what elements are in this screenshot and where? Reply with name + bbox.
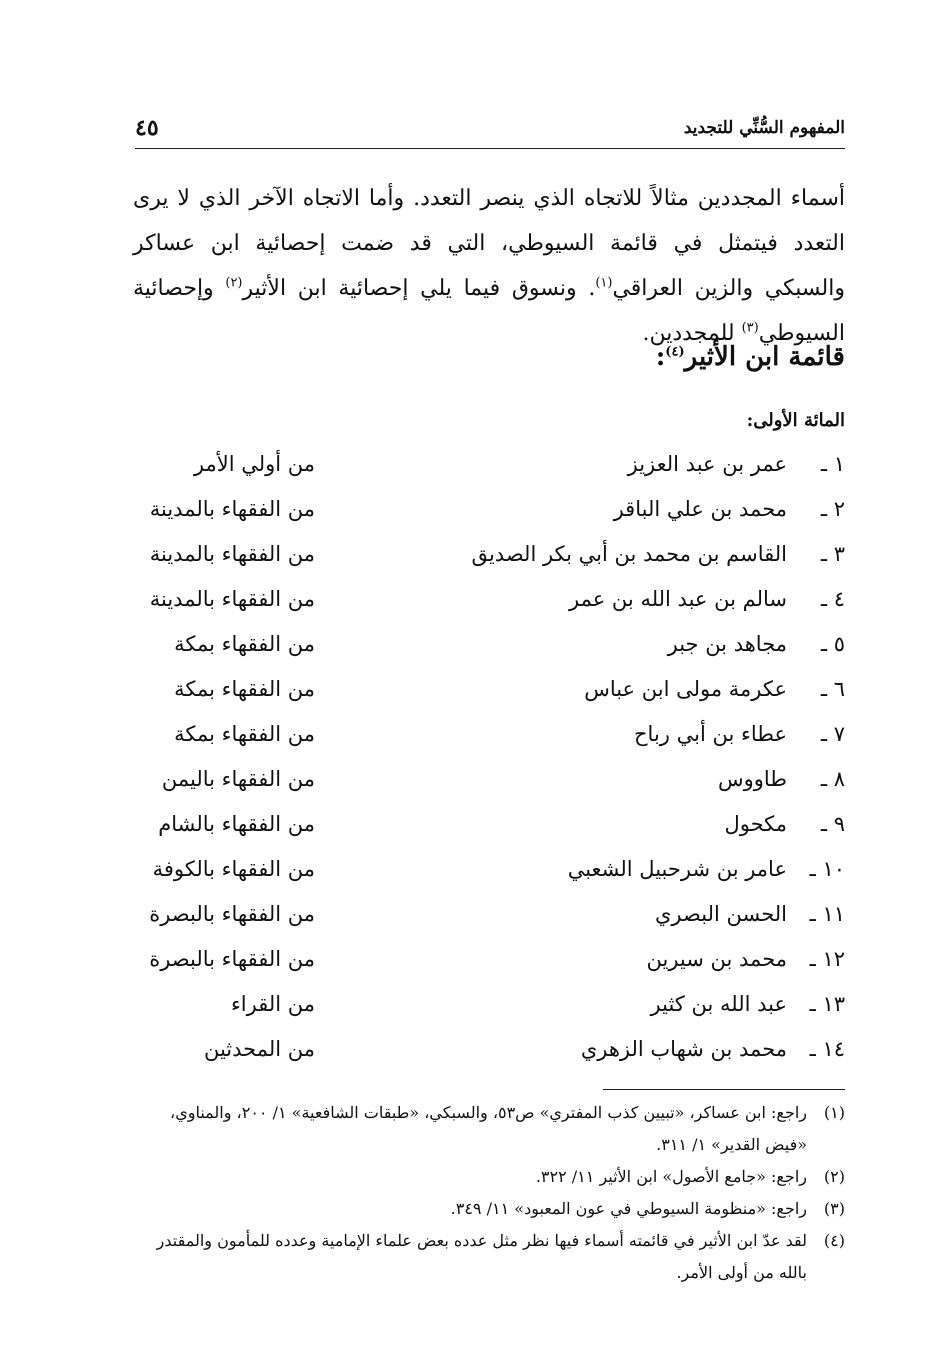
- item-number: ٣ ـ: [820, 542, 845, 566]
- item-name: عبد الله بن كثير: [650, 992, 787, 1016]
- footnote-text: لقد عدّ ابن الأثير في قائمته أسماء فيها نظر مثل عدده بعض علماء الإمامية وعدده للمأمون والمقتدر بالله من أولى الأمر.: [156, 1231, 807, 1282]
- page-header: [135, 108, 845, 149]
- item-role: من الفقهاء بمكة: [174, 677, 315, 701]
- reformers-list: [135, 446, 845, 1076]
- intro-text-3: وإحصائية السيوطي: [133, 276, 845, 346]
- item-number: ١٤ ـ: [809, 1037, 845, 1061]
- item-number: ١٢ ـ: [809, 947, 845, 971]
- item-number: ٨ ـ: [820, 767, 845, 791]
- page-number: ٤٥: [135, 115, 159, 141]
- list-item: [135, 761, 845, 806]
- footnotes: [133, 1097, 845, 1289]
- item-role: من الفقهاء بالمدينة: [149, 497, 315, 521]
- item-number: ٦ ـ: [820, 677, 845, 701]
- item-role: من أولي الأمر: [193, 452, 315, 476]
- item-number: ١ ـ: [820, 452, 845, 476]
- list-item: [135, 941, 845, 986]
- intro-text-2: . ونسوق فيما يلي إحصائية ابن الأثير: [242, 276, 596, 301]
- item-role: من الفقهاء بالشام: [158, 812, 315, 836]
- footnote-mark: (١): [823, 1103, 845, 1122]
- item-name: سالم بن عبد الله بن عمر: [569, 587, 787, 611]
- item-name: محمد بن سيرين: [646, 947, 787, 971]
- item-number: ٩ ـ: [820, 812, 845, 836]
- list-item: [135, 491, 845, 536]
- section-title-text: قائمة ابن الأثير: [684, 342, 845, 372]
- list-item: [135, 446, 845, 491]
- item-name: محمد بن علي الباقر: [613, 497, 787, 521]
- item-number: ١٠ ـ: [809, 857, 845, 881]
- item-name: طاووس: [717, 767, 787, 791]
- item-name: الحسن البصري: [655, 902, 787, 926]
- footnote-ref-4[interactable]: (٤): [665, 344, 685, 360]
- item-name: عامر بن شرحبيل الشعبي: [567, 857, 787, 881]
- item-role: من الفقهاء باليمن: [161, 767, 315, 791]
- footnote-separator: [603, 1089, 845, 1090]
- footnote: [133, 1193, 845, 1225]
- item-role: من الفقهاء بالبصرة: [149, 902, 315, 926]
- list-item: [135, 581, 845, 626]
- item-role: من الفقهاء بالكوفة: [152, 857, 315, 881]
- footnote: [133, 1161, 845, 1193]
- footnote: [133, 1225, 845, 1289]
- item-number: ١١ ـ: [809, 902, 845, 926]
- list-item: [135, 851, 845, 896]
- item-role: من الفقهاء بالمدينة: [149, 587, 315, 611]
- item-role: من الفقهاء بمكة: [174, 632, 315, 656]
- footnote-mark: (٣): [823, 1199, 845, 1218]
- item-name: محمد بن شهاب الزهري: [580, 1037, 787, 1061]
- list-item: [135, 896, 845, 941]
- item-number: ٢ ـ: [820, 497, 845, 521]
- item-name: عمر بن عبد العزيز: [627, 452, 787, 476]
- section-title-colon: :: [655, 342, 666, 372]
- item-role: من المحدثين: [203, 1037, 315, 1061]
- item-number: ١٣ ـ: [809, 992, 845, 1016]
- list-item: [135, 536, 845, 581]
- century-heading: المائة الأولى:: [746, 410, 845, 431]
- list-item: [135, 986, 845, 1031]
- list-item: [135, 1031, 845, 1076]
- item-number: ٥ ـ: [820, 632, 845, 656]
- item-number: ٤ ـ: [820, 587, 845, 611]
- footnote-text: راجع: «جامع الأصول» ابن الأثير ١١/ ٣٢٢.: [535, 1167, 807, 1186]
- item-role: من الفقهاء بالبصرة: [149, 947, 315, 971]
- item-role: من الفقهاء بمكة: [174, 722, 315, 746]
- item-name: مجاهد بن جبر: [667, 632, 787, 656]
- footnote-mark: (٤): [823, 1231, 845, 1250]
- intro-text-4: للمجددين.: [642, 321, 742, 346]
- item-number: ٧ ـ: [820, 722, 845, 746]
- intro-paragraph: [133, 176, 845, 356]
- running-title: المفهوم السُّنِّي للتجديد: [683, 118, 845, 138]
- list-item: [135, 716, 845, 761]
- item-name: القاسم بن محمد بن أبي بكر الصديق: [471, 542, 787, 566]
- item-name: مكحول: [724, 812, 787, 836]
- footnote-ref-1[interactable]: (١): [595, 275, 613, 291]
- item-name: عطاء بن أبي رباح: [633, 722, 787, 746]
- item-name: عكرمة مولى ابن عباس: [584, 677, 787, 701]
- footnote-mark: (٢): [823, 1167, 845, 1186]
- footnote-ref-2[interactable]: (٢): [225, 275, 243, 291]
- list-item: [135, 626, 845, 671]
- list-item: [135, 806, 845, 851]
- intro-text-1: أسماء المجددين مثالاً للاتجاه الذي ينصر التعدد. وأما الاتجاه الآخر الذي لا يرى التعدد فيتمثل في قائمة السيوطي، التي قد ضمت إحصائية ابن عساكر والسبكي والزين العراقي: [133, 186, 845, 301]
- footnote-text: راجع: ابن عساكر، «تبيين كذب المفتري» ص٥٣، والسبكي، «طبقات الشافعية» ١/ ٢٠٠، والمناوي، «فيض القدير» ١/ ٣١١.: [170, 1103, 807, 1154]
- footnote: [133, 1097, 845, 1161]
- item-role: من القراء: [230, 992, 315, 1016]
- section-title: [656, 342, 845, 372]
- footnote-ref-3[interactable]: (٣): [741, 320, 759, 336]
- item-role: من الفقهاء بالمدينة: [149, 542, 315, 566]
- list-item: [135, 671, 845, 716]
- footnote-text: راجع: «منظومة السيوطي في عون المعبود» ١١/ ٣٤٩.: [450, 1199, 807, 1218]
